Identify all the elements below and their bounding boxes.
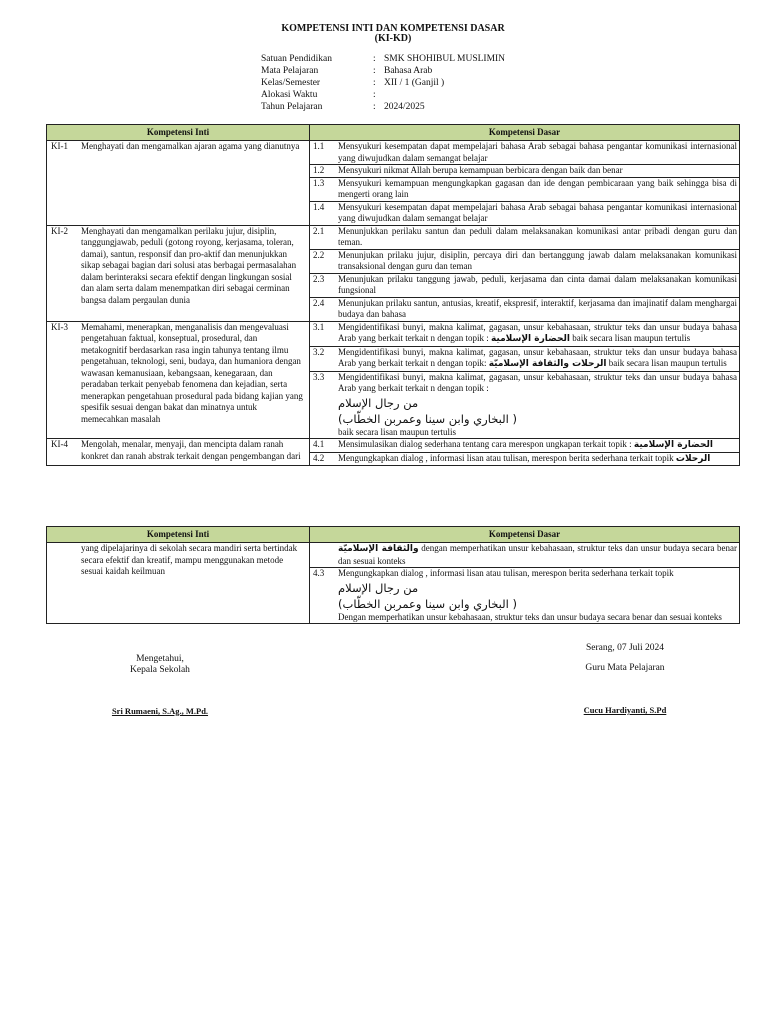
info-row: Alokasi Waktu :: [261, 90, 376, 100]
kd-item: 1.2 Mensyukuri nikmat Allah berupa kemampuan berbicara dengan baik dan benar: [310, 165, 739, 178]
identity-block: [261, 53, 505, 113]
arabic-topic: من رجال الإسلام: [338, 395, 419, 410]
header-kompetensi-inti: Kompetensi Inti: [47, 125, 310, 141]
header-kompetensi-dasar: Kompetensi Dasar: [310, 527, 740, 543]
table-row-ki1: KI-1 Menghayati dan mengamalkan ajaran agama yang dianutnya 1.1 Mensyukuri kesempatan dapat mempelajari bahasa Arab sebagai bahasa pengantar komunikasi internasional yang diwujudkan dalam semangat belajar 1.2 Mensyukuri nikmat Allah berupa kemampuan berbicara dengan baik dan benar 1.3 Mensyukuri kemampuan mengungkapkan gagasan dan ide dengan pembicaraan yang baik sehingga bisa di mengerti orang lain 1.4 Mensyukuri kesempatan dapat mempelajari bahasa Arab sebagai bahasa pengantar komunikasi internasional yang diwujudkan dalam semangat belajar: [47, 141, 740, 226]
table-row-ki2: KI-2 Menghayati dan mengamalkan perilaku jujur, disiplin, tanggungjawab, peduli (gotong royong, kerjasama, toleran, damai), santun, responsif dan pro-aktif dan menunjukkan sikap sebagai bagian dari solusi atas berbagai permasalahan dalam berinteraksi secara efektif dengan lingkungan sosial dan alam serta dalam menempatkan diri sebagai cerminan bangsa dalam pergaulan dunia 2.1 Menunjukkan perilaku santun dan peduli dalam melaksanakan komunikasi antar pribadi dengan guru dan teman. 2.2 Menunjukan prilaku jujur, disiplin, percaya diri dan bertanggung jawab dalam melaksanakan komunikasi transaksional dengan guru dan teman 2.3 Menunjukan prilaku tanggung jawab, peduli, kerjasama dan cinta damai dalam melaksanakan komunikasi fungsional 2.4 Menunjukan prilaku santun, antusias, kreatif, ekspresif, interaktif, kerjasama dan imajinatif dalam menghargai budaya dan bahasa: [47, 225, 740, 321]
kd-item: 3.1 Mengidentifikasi bunyi, makna kalimat, gagasan, unsur kebahasaan, struktur teks dan unsur budaya bahasa Arab yang berkait terkait n dengan topik : الحضارة الإسلامية baik secara lisan maupun tertulis: [310, 322, 739, 347]
kd-item: 1.1 Mensyukuri kesempatan dapat mempelajari bahasa Arab sebagai bahasa pengantar komunikasi internasional yang diwujudkan dalam semangat belajar: [310, 141, 739, 165]
table-row-ki3: KI-3 Memahami, menerapkan, menganalisis dan mengevaluasi pengetahuan faktual, konseptual, prosedural, dan metakognitif berdasarkan rasa ingin tahunya tentang ilmu pengetahuan, teknologi, seni, budaya, dan humaniora dengan wawasan kemanusiaan, kebangsaan, kenegaraan, dan peradaban terkait penyebab fenomena dan kejadian, serta menerapkan pengetahuan prosedural pada bidang kajian yang spesifik sesuai dengan bakat dan minatnya untuk memecahkan masalah 3.1 Mengidentifikasi bunyi, makna kalimat, gagasan, unsur kebahasaan, struktur teks dan unsur budaya bahasa Arab yang berkait terkait n dengan topik : الحضارة الإسلامية baik secara lisan maupun tertulis 3.2 Mengidentifikasi bunyi, makna kalimat, gagasan, unsur kebahasaan, struktur teks dan unsur budaya bahasa Arab yang berkait terkait n dengan topik: الرحلات والثقافة الإسلاميّة baik secara lisan maupun tertulis 3.3 Mengidentifikasi bunyi, makna kalimat, gagasan, unsur kebahasaan, struktur teks dan unsur budaya bahasa Arab yang berkait terkait n dengan topik : من رجال الإسلام (البخاري وابن سينا وعمربن الخطّاب ) baik secara lisan maupun tertulis: [47, 321, 740, 439]
header-kompetensi-inti: Kompetensi Inti: [47, 527, 310, 543]
info-row: Satuan Pendidikan : SMK SHOHIBUL MUSLIMIN: [261, 54, 506, 64]
arabic-topic: والثقافة الإسلاميّة: [338, 544, 419, 554]
arabic-topic: (البخاري وابن سينا وعمربن الخطّاب ): [338, 596, 517, 611]
kd-item: والثقافة الإسلاميّة dengan memperhatikan unsur kebahasaan, struktur teks dan unsur budaya secara benar dan sesuai konteks: [310, 543, 739, 568]
arabic-topic: الحضارة الإسلامية: [633, 440, 713, 450]
kd-item: 4.2 Mengungkapkan dialog , informasi lisan atau tulisan, merespon berita sederhana terkait topik الرحلات: [313, 452, 711, 464]
kd-item: 2.4 Menunjukan prilaku santun, antusias, kreatif, ekspresif, interaktif, kerjasama dan imajinatif dalam menghargai budaya dan bahasa: [313, 297, 737, 319]
kd-item: 3.3 Mengidentifikasi bunyi, makna kalimat, gagasan, unsur kebahasaan, struktur teks dan unsur budaya bahasa Arab yang berkait terkait n dengan topik : من رجال الإسلام (البخاري وابن سينا وعمربن الخطّاب ) baik secara lisan maupun tertulis: [313, 371, 737, 437]
signature-left: Mengetahui, Kepala Sekolah: [130, 654, 190, 675]
ki-kd-table-page1: [46, 124, 740, 466]
signature-right: Serang, 07 Juli 2024 Guru Mata Pelajaran: [585, 643, 665, 673]
kd-item: 1.3 Mensyukuri kemampuan mengungkapkan gagasan dan ide dengan pembicaraan yang baik sehingga bisa di mengerti orang lain: [310, 178, 739, 202]
kd-item: 3.2 Mengidentifikasi bunyi, makna kalimat, gagasan, unsur kebahasaan, struktur teks dan unsur budaya bahasa Arab yang berkait terkait n dengan topik: الرحلات والثقافة الإسلاميّة baik secara lisan maupun tertulis: [310, 347, 739, 372]
kd-item: 4.3 Mengungkapkan dialog , informasi lisan atau tulisan, merespon berita sederhana terkait topik من رجال الإسلام (البخاري وابن سينا وعمربن الخطّاب ) Dengan memperhatikan unsur kebahasaan, struktur teks dan unsur budaya secara benar dan sesuai konteks: [313, 568, 722, 622]
kd-item: 4.1 Mensimulasikan dialog sederhana tentang cara merespon ungkapan terkait topik : الحضارة الإسلامية: [310, 439, 739, 453]
arabic-topic: من رجال الإسلام: [338, 580, 419, 595]
teacher-name: Cucu Hardiyanti, S.Pd: [583, 705, 667, 715]
table-row-ki4-continued: yang dipelajarinya di sekolah secara mandiri serta bertindak secara efektif dan kreatif, mampu menggunakan metode sesuai kaidah keilmuan والثقافة الإسلاميّة dengan memperhatikan unsur kebahasaan, struktur teks dan unsur budaya secara benar dan sesuai konteks 4.3 Mengungkapkan dialog , informasi lisan atau tulisan, merespon berita sederhana terkait topik من رجال الإسلام (البخاري وابن سينا وعمربن الخطّاب ) Dengan memperhatikan unsur kebahasaan, struktur teks dan unsur budaya secara benar dan sesuai konteks: [47, 543, 740, 624]
arabic-topic: (البخاري وابن سينا وعمربن الخطّاب ): [338, 411, 517, 426]
info-row: Mata Pelajaran : Bahasa Arab: [261, 66, 433, 76]
info-row: Tahun Pelajaran : 2024/2025: [261, 102, 425, 112]
headmaster-name: Sri Rumaeni, S.Ag., M.Pd.: [111, 706, 209, 716]
table-row-ki4: KI-4 Mengolah, menalar, menyaji, dan mencipta dalam ranah konkret dan ranah abstrak terkait dengan pengembangan dari 4.1 Mensimulasikan dialog sederhana tentang cara merespon ungkapan terkait topik : الحضارة الإسلامية 4.2 Mengungkapkan dialog , informasi lisan atau tulisan, merespon berita sederhana terkait topik الرحلات: [47, 439, 740, 466]
ki-kd-table-page2: [46, 526, 740, 624]
arabic-topic: الرحلات والثقافة الإسلاميّة: [488, 359, 607, 369]
header-kompetensi-dasar: Kompetensi Dasar: [310, 125, 740, 141]
document-title: KOMPETENSI INTI DAN KOMPETENSI DASAR: [281, 23, 505, 34]
kd-item: 2.2 Menunjukan prilaku jujur, disiplin, percaya diri dan bertanggung jawab dalam melaksanakan komunikasi transaksional dengan guru dan teman: [310, 250, 739, 274]
kd-item: 2.1 Menunjukkan perilaku santun dan peduli dalam melaksanakan komunikasi antar pribadi dengan guru dan teman.: [310, 226, 739, 250]
document-subtitle: (KI-KD): [374, 33, 412, 44]
arabic-topic: الرحلات: [675, 453, 711, 464]
kd-item: 1.4 Mensyukuri kesempatan dapat mempelajari bahasa Arab sebagai bahasa pengantar komunikasi internasional yang diwujudkan dalam semangat belajar: [313, 201, 737, 223]
kd-item: 2.3 Menunjukan prilaku tanggung jawab, peduli, kerjasama dan cinta damai dalam melaksanakan komunikasi fungsional: [310, 274, 739, 298]
info-row: Kelas/Semester : XII / 1 (Ganjil ): [261, 78, 445, 88]
arabic-topic: الحضارة الإسلامية: [490, 334, 570, 344]
